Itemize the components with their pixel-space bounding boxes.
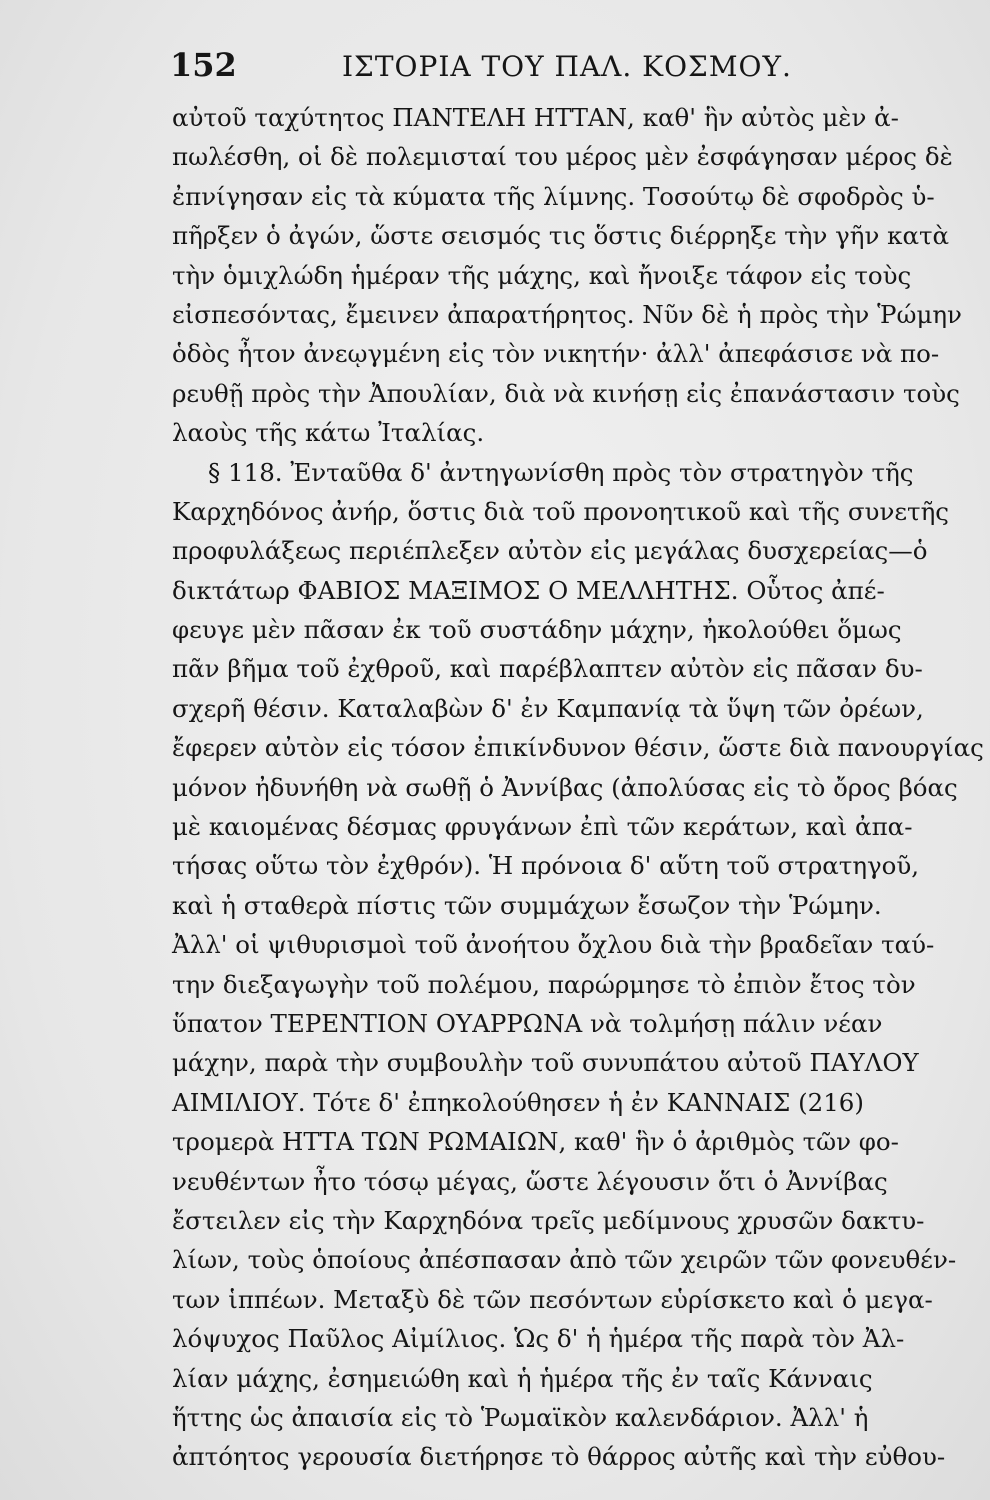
- text-line: Καρχηδόνος ἀνήρ, ὅστις διὰ τοῦ προνοητικοῦ καὶ τῆς συνετῆς: [172, 496, 949, 526]
- running-title: ΙΣΤΟΡΙΑ ΤΟΥ ΠΑΛ. ΚΟΣΜΟΥ.: [342, 50, 792, 83]
- text-line: τὴν ὁμιχλώδη ἡμέραν τῆς μάχης, καὶ ἤνοιξε τάφον εἰς τοὺς: [172, 260, 912, 290]
- text-line: ΑΙΜΙΛΙΟΥ. Τότε δ' ἐπηκολούθησεν ἡ ἐν ΚΑΝΝΑΙΣ (216): [172, 1087, 864, 1117]
- text-line: Ἀλλ' οἱ ψιθυρισμοὶ τοῦ ἀνοήτου ὄχλου διὰ τὴν βραδεῖαν ταύ-: [172, 930, 935, 960]
- text-line: πῆρξεν ὁ ἀγών, ὥστε σεισμός τις ὅστις διέρρηξε τὴν γῆν κατὰ: [172, 221, 950, 251]
- text-line: μάχην, παρὰ τὴν συμβουλὴν τοῦ συνυπάτου αὐτοῦ ΠΑΥΛΟΥ: [172, 1048, 919, 1078]
- text-line: εἰσπεσόντας, ἔμεινεν ἀπαρατήρητος. Νῦν δὲ ἡ πρὸς τὴν Ῥώμην: [172, 299, 962, 329]
- text-line: ἥττης ὡς ἀπαισία εἰς τὸ Ῥωμαϊκὸν καλενδάριον. Ἀλλ' ἡ: [172, 1402, 869, 1432]
- text-line: μόνον ἠδυνήθη νὰ σωθῇ ὁ Ἀννίβας (ἀπολύσας εἰς τὸ ὄρος βόας: [172, 772, 958, 802]
- page-number: 152: [170, 46, 237, 84]
- text-line: των ἱππέων. Μεταξὺ δὲ τῶν πεσόντων εὑρίσκετο καὶ ὁ μεγα-: [172, 1284, 933, 1314]
- text-line: δικτάτωρ ΦΑΒΙΟΣ ΜΑΞΙΜΟΣ Ο ΜΕΛΛΗΤΗΣ. Οὗτος ἀπέ-: [172, 575, 885, 605]
- text-line: ἀπτόητος γερουσία διετήρησε τὸ θάρρος αὐτῆς καὶ τὴν εὐθου-: [172, 1442, 946, 1472]
- text-line: μὲ καιομένας δέσμας φρυγάνων ἐπὶ τῶν κεράτων, καὶ ἀπα-: [172, 812, 913, 842]
- text-line: καὶ ἡ σταθερὰ πίστις τῶν συμμάχων ἔσωζον τὴν Ῥώμην.: [172, 890, 882, 920]
- text-line: φευγε μὲν πᾶσαν ἐκ τοῦ συστάδην μάχην, ἠκολούθει ὅμως: [172, 615, 902, 645]
- text-line: ὁδὸς ἦτον ἀνεῳγμένη εἰς τὸν νικητήν· ἀλλ' ἀπεφάσισε νὰ πο-: [172, 339, 940, 369]
- text-line: ἐπνίγησαν εἰς τὰ κύματα τῆς λίμνης. Τοσούτῳ δὲ σφοδρὸς ὑ-: [172, 181, 935, 211]
- text-line: λίαν μάχης, ἐσημειώθη καὶ ἡ ἡμέρα τῆς ἐν ταῖς Κάνναις: [172, 1363, 873, 1393]
- text-line: τρομερὰ ΗΤΤΑ ΤΩΝ ΡΩΜΑΙΩΝ, καθ' ἣν ὁ ἀριθμὸς τῶν φο-: [172, 1127, 899, 1157]
- text-line: πωλέσθη, οἱ δὲ πολεμισταί του μέρος μὲν ἐσφάγησαν μέρος δὲ: [172, 142, 953, 172]
- text-line: προφυλάξεως περιέπλεξεν αὐτὸν εἰς μεγάλας δυσχερείας—ὁ: [172, 536, 928, 566]
- page-header: [170, 40, 860, 90]
- text-line: σχερῆ θέσιν. Καταλαβὼν δ' ἐν Καμπανίᾳ τὰ ὕψη τῶν ὀρέων,: [172, 693, 924, 723]
- text-line: αὐτοῦ ταχύτητος ΠΑΝΤΕΛΗ ΗΤΤΑΝ, καθ' ἣν αὐτὸς μὲν ἀ-: [172, 103, 899, 132]
- text-line: ἔστειλεν εἰς τὴν Καρχηδόνα τρεῖς μεδίμνους χρυσῶν δακτυ-: [172, 1205, 925, 1235]
- text-line: ἔφερεν αὐτὸν εἰς τόσον ἐπικίνδυνον θέσιν, ὥστε διὰ πανουργίας: [172, 733, 984, 763]
- text-line: πᾶν βῆμα τοῦ ἐχθροῦ, καὶ παρέβλαπτεν αὐτὸν εἰς πᾶσαν δυ-: [172, 654, 923, 684]
- text-line: την διεξαγωγὴν τοῦ πολέμου, παρώρμησε τὸ ἐπιὸν ἔτος τὸν: [172, 969, 916, 999]
- text-line: τήσας οὕτω τὸν ἐχθρόν). Ἡ πρόνοια δ' αὕτη τοῦ στρατηγοῦ,: [172, 851, 920, 881]
- text-line: ὕπατον ΤΕΡΕΝΤΙΟΝ ΟΥΑΡΡΩΝΑ νὰ τολμήσῃ πάλιν νέαν: [172, 1008, 883, 1038]
- text-line: λίων, τοὺς ὁποίους ἀπέσπασαν ἀπὸ τῶν χειρῶν τῶν φονευθέν-: [172, 1245, 957, 1275]
- text-line: ρευθῇ πρὸς τὴν Ἀπουλίαν, διὰ νὰ κινήσῃ εἰς ἐπανάστασιν τοὺς: [172, 378, 960, 408]
- text-line: λόψυχος Παῦλος Αἰμίλιος. Ὡς δ' ἡ ἡμέρα τῆς παρὰ τὸν Ἀλ-: [172, 1324, 905, 1354]
- text-line: λαοὺς τῆς κάτω Ἰταλίας.: [172, 418, 485, 448]
- section-heading-line: § 118. Ἐνταῦθα δ' ἀντηγωνίσθη πρὸς τὸν στρατηγὸν τῆς: [208, 457, 914, 487]
- text-line: νευθέντων ἦτο τόσῳ μέγας, ὥστε λέγουσιν ὅτι ὁ Ἀννίβας: [172, 1166, 888, 1196]
- body-text: [172, 98, 984, 1477]
